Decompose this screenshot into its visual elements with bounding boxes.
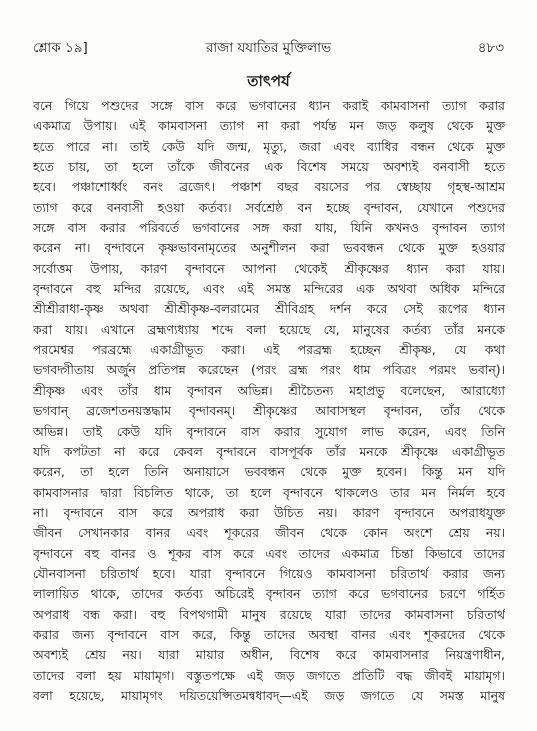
- text-line: অপরাধ বন্ধ করা। বহু বিপথগামী মানুষ রয়েছে যারা তাদের কামবাসনা চরিতার্থ: [33, 606, 505, 622]
- text-line: সর্বোত্তম উপায়, কারণ বৃন্দাবনে আপনা থেকেই শ্রীকৃষ্ণের ধ্যান করা যায়।: [33, 260, 505, 276]
- text-line: বৃন্দাবনে বহু মন্দির রয়েছে, এবং এই সমস্ত মন্দিরের এক অথবা অধিক মন্দিরে: [33, 281, 505, 297]
- text-line: হতে পারে না। তাই কেউ যদি জন্ম, মৃত্যু, জরা এবং ব্যাধির বন্ধন থেকে মুক্ত: [33, 138, 505, 154]
- text-line: বৃন্দাবনে বহু বানর ও শূকর বাস করে এবং তাদের একমাত্র চিন্তা কিভাবে তাদের: [33, 545, 505, 561]
- purport-text: [33, 96, 505, 706]
- text-line: বনে গিয়ে পশুদের সঙ্গে বাস করে ভগবানের ধ্যান করাই কামবাসনা ত্যাগ করার: [33, 98, 505, 113]
- text-line: হবে। পঞ্চাশোর্ধ্বং বনং ব্রজেৎ। পঞ্চাশ বছর বয়সের পর স্বেচ্ছায় গৃহস্থ-আশ্রম: [33, 179, 505, 195]
- text-line: অভিন্ন। তাই কেউ যদি বৃন্দাবনে বাস করার সুযোগ লাভ করেন, এবং তিনি: [33, 423, 505, 439]
- text-line: বলা হয়েছে, মায়ামৃগং দয়িতয়েপ্সিতমন্বধাবদ্—এই জড় জগতে যে সমস্ত মানুষ: [33, 687, 505, 703]
- text-line: করেন, তা হলে তিনি অনায়াসে ভববন্ধন থেকে মুক্ত হবেন। কিন্তু মন যদি: [33, 464, 505, 480]
- text-line: করেন না। বৃন্দাবনে কৃষ্ণভাবনামৃতের অনুশীলন করা ভববন্ধন থেকে মুক্ত হওয়ার: [33, 240, 505, 256]
- section-heading: তাৎপর্য: [247, 72, 290, 90]
- text-line: শ্রীকৃষ্ণ এবং তাঁর ধাম বৃন্দাবন অভিন্ন। শ্রীচৈতন্য মহাপ্রভু বলেছেন, আরাধ্যো: [33, 382, 505, 398]
- text-line: শ্রীশ্রীরাধা-কৃষ্ণ অথবা শ্রীশ্রীকৃষ্ণ-বলরামের শ্রীবিগ্রহ দর্শন করে সেই রূপের ধ্যান: [33, 301, 505, 317]
- text-line: তাদের বলা হয় মায়ামৃগ। বস্তুতপক্ষে এই জড় জগতে প্রতিটি বদ্ধ জীবই মায়ামৃগ।: [33, 667, 505, 683]
- chapter-title: রাজা যযাতির মুক্তিলাভ: [205, 40, 332, 56]
- text-line: হতে চায়, তা হলে তাঁকে জীবনের এক বিশেষ সময়ে অবশ্যই বনবাসী হতে: [33, 159, 505, 175]
- text-line: অবশ্যই শ্রেয় নয়। যারা মায়ার অধীন, বিশেষ করে কামবাসনার নিয়ন্ত্রণাধীন,: [33, 647, 505, 663]
- text-line: ভগবান্ ব্রজেশতনয়স্তদ্ধাম বৃন্দাবনম্। শ্রীকৃষ্ণের আবাসস্থল বৃন্দাবন, তাঁর থেকে: [33, 403, 505, 419]
- text-line: ভগবদ্গীতায় অর্জুন প্রতিপন্ন করেছেন (পরং ব্রহ্ম পরং ধাম পবিত্রং পরমং ভবান্)।: [33, 362, 505, 378]
- text-line: কামবাসনার দ্বারা বিচলিত থাকে, তা হলে বৃন্দাবনে থাকলেও তার মন নির্মল হবে: [33, 484, 505, 500]
- text-line: ত্যাগ করে বনবাসী হওয়া কর্তব্য। সর্বশ্রেষ্ঠ বন হচ্ছে বৃন্দাবন, যেখানে পশুদের: [33, 199, 505, 215]
- page-number: ৪৮৩: [477, 40, 504, 56]
- text-line: করার জন্য বৃন্দাবনে বাস করে, কিন্তু তাদের অবস্থা বানর এবং শূকরদের থেকে: [33, 626, 505, 642]
- text-line: সঙ্গে বাস করার পরিবর্তে ভগবানের সঙ্গ করা যায়, যিনি কখনও বৃন্দাবন ত্যাগ: [33, 220, 505, 236]
- text-line: পরমেশ্বর পরব্রহ্মে একাগ্রীভূত করা। এই পরব্রহ্ম হচ্ছেন শ্রীকৃষ্ণ, যে কথা: [33, 342, 505, 358]
- text-line: না। বৃন্দাবনে বাস করে অপরাধ করা উচিত নয়। কারণ বৃন্দাবনে অপরাধযুক্ত: [33, 504, 505, 520]
- text-line: যদি কপটতা না করে কেবল বৃন্দাবনে বাসপূর্বক তাঁর মনকে শ্রীকৃষ্ণে একাগ্রীভূত: [33, 443, 505, 459]
- running-header: [33, 38, 504, 58]
- verse-reference: শ্লোক ১৯]: [33, 40, 88, 56]
- text-line: একমাত্র উপায়। এই কামবাসনা ত্যাগ না করা পর্যন্ত মন জড় কলুষ থেকে মুক্ত: [33, 118, 505, 134]
- text-line: করা যায়। এখানে ব্রহ্মণ্যধ্যায় শব্দে বলা হয়েছে যে, মানুষের কর্তব্য তাঁর মনকে: [33, 321, 505, 337]
- text-line: জীবন সেখানকার বানর এবং শূকরের জীবন থেকে কোন অংশে শ্রেয় নয়।: [33, 525, 505, 541]
- text-line: যৌনবাসনা চরিতার্থ হবে। যারা বৃন্দাবনে গিয়েও কামবাসনা চরিতার্থ করার জন্য: [33, 565, 505, 581]
- text-line: লালায়িত থাকে, তাদের কর্তব্য অচিরেই বৃন্দাবন ত্যাগ করে ভগবানের চরণে গর্হিত: [33, 586, 505, 602]
